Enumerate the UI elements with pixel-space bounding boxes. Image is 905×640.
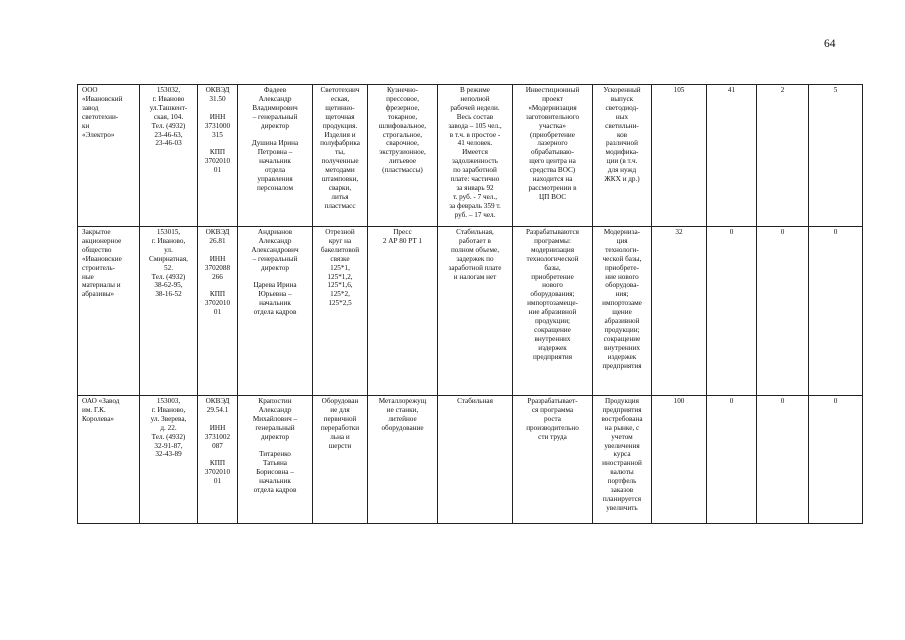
idle-count-cell: 41 xyxy=(707,85,757,227)
management-cell: Крапостин Александр Михайлович – генеральный директор Титаренко Татьяна Борисовна – начальник отдела кадров xyxy=(238,396,313,524)
staff-count-cell: 100 xyxy=(652,396,707,524)
address-cell: 153015, г. Иваново, ул. Смирнатная, 52. Тел. (4932) 38-62-95, 38-16-52 xyxy=(140,227,198,396)
company-name-cell: Закрытое акционерное общество «Ивановские строитель- ные материалы и абразивы» xyxy=(78,227,140,396)
prospects-cell: Продукция предприятия востребована на рынке, с учетом увеличения курса иностранной валюты портфель заказов планируется увеличить xyxy=(593,396,652,524)
idle-count-cell: 0 xyxy=(707,227,757,396)
idle-count-cell: 0 xyxy=(707,396,757,524)
company-name-cell: ООО «Ивановский завод светотехни- ки «Электро» xyxy=(78,85,140,227)
equipment-cell: Пресс 2 АР 80 РТ 1 xyxy=(368,227,438,396)
status-cell: Стабильная, работает в полном объеме, задержек по заработной плате и налогам нет xyxy=(438,227,513,396)
enterprise-table xyxy=(77,84,863,524)
metric-cell: 0 xyxy=(757,396,809,524)
metric-cell: 0 xyxy=(809,227,863,396)
prospects-cell: Ускоренный выпуск светодиод- ных светильни- ков различной модифика- ции (в т.ч. для нужд ЖКХ и др.) xyxy=(593,85,652,227)
management-cell: Андрианов Александр Александрович – генеральный директор Царева Ирина Юрьевна – начальник отдела кадров xyxy=(238,227,313,396)
metric-cell: 0 xyxy=(757,227,809,396)
page-number: 64 xyxy=(824,38,836,50)
table-row xyxy=(78,227,863,396)
products-cell: Оборудован ие для первичной переработки льна и шерсти xyxy=(313,396,368,524)
metric-cell: 0 xyxy=(809,396,863,524)
equipment-cell: Металлорежущ ие станки, литейное оборудование xyxy=(368,396,438,524)
table-row xyxy=(78,85,863,227)
staff-count-cell: 105 xyxy=(652,85,707,227)
projects-cell: Рразрабатывает- ся программа роста производительно сти труда xyxy=(513,396,593,524)
registry-codes-cell: ОКВЭД 31.50 ИНН 3731000 315 КПП 3702010 01 xyxy=(198,85,238,227)
status-cell: Стабильная xyxy=(438,396,513,524)
registry-codes-cell: ОКВЭД 29.54.1 ИНН 3731002 087 КПП 3702010 01 xyxy=(198,396,238,524)
address-cell: 153003, г. Иваново, ул. Зверева, д. 22. Тел. (4932) 32-91-87, 32-43-89 xyxy=(140,396,198,524)
management-cell: Фадеев Александр Владимирович – генеральный директор Душина Ирина Петровна – начальник отдела управления персоналом xyxy=(238,85,313,227)
metric-cell: 2 xyxy=(757,85,809,227)
projects-cell: Разрабатываются программы: модернизация технологической базы, приобретение нового оборудования; импортозамеще- ние абразивной продукции; сокращение внутренних издержек предприятия xyxy=(513,227,593,396)
address-cell: 153032, г. Иваново ул.Ташкент- ская, 104. Тел. (4932) 23-46-63, 23-46-03 xyxy=(140,85,198,227)
table-row xyxy=(78,396,863,524)
status-cell: В режиме неполной рабочей недели. Весь состав завода – 105 чел., в т.ч. в простое - 41 человек. Имеется задолженность по заработной плате: частично за январь 92 т. руб. - 7 чел., за февраль 359 т. руб. – 17 чел. xyxy=(438,85,513,227)
products-cell: Светотехнич еская, щетинно- щеточная продукция. Изделия и полуфабрика ты, полученные методами штамповки, сварки, литья пластмасс xyxy=(313,85,368,227)
staff-count-cell: 32 xyxy=(652,227,707,396)
equipment-cell: Кузнечно- прессовое, фрезерное, токарное, шлифовальное, строгальное, сварочное, экструзионное, литьевое (пластмассы) xyxy=(368,85,438,227)
products-cell: Отрезной круг на бакелитовой связке 125*1, 125*1,2, 125*1,6, 125*2, 125*2,5 xyxy=(313,227,368,396)
projects-cell: Инвестиционный проект «Модернизация заготовительного участка» (приобретение лазерного обрабатываю- щего центра на средства ВОС) находится на рассмотрении в ЦП ВОС xyxy=(513,85,593,227)
registry-codes-cell: ОКВЭД 26.81 ИНН 3702088 266 КПП 3702010 01 xyxy=(198,227,238,396)
company-name-cell: ОАО «Завод им. Г.К. Королева» xyxy=(78,396,140,524)
metric-cell: 5 xyxy=(809,85,863,227)
prospects-cell: Модерниза- ция технологи- ческой базы, приобрете- ние нового оборудова- ния; импортозаме щение абразивной продукции; сокращение внутренних издержек предприятия xyxy=(593,227,652,396)
